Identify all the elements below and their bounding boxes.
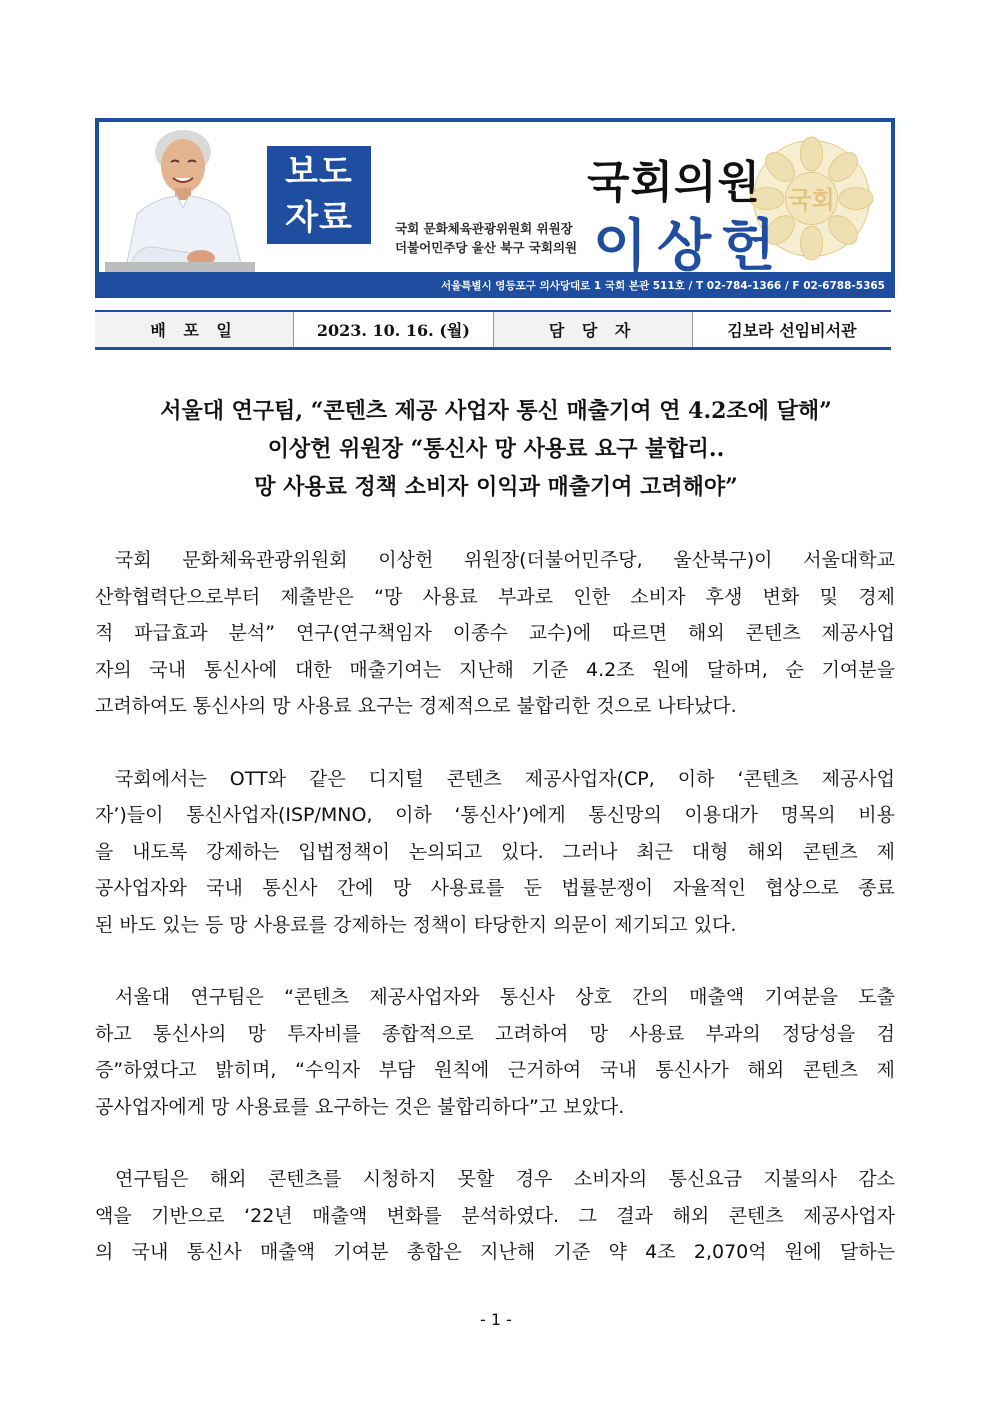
contact-value: 김보라 선임비서관 [727,321,857,340]
paragraph-1 [95,542,895,725]
politician-photo [105,122,255,272]
affiliation-line1: 국회 문화체육관광위원회 위원장 [395,221,573,236]
member-name: 이상헌 [593,214,786,272]
affiliation [395,219,577,257]
date-label: 배 포 일 [95,312,294,347]
body-line: 산학협력단으로부터 제출받은 “망 사용료 부과로 인한 소비자 후생 변화 및 경제 [95,585,895,608]
body-line: 하고 통신사의 망 투자비를 종합적으로 고려하여 망 사용료 부과의 정당성을 검 [95,1022,895,1045]
body-line: 증”하였다고 밝히며, “수익자 부담 원칙에 근거하여 국내 통신사가 해외 콘텐츠 제 [95,1059,895,1081]
press-banner [95,118,895,298]
headline-line3: 망 사용료 정책 소비자 이익과 매출기여 고려해야” [254,474,738,500]
page-number: - 1 - [480,1310,512,1329]
body-line: 된 바도 있는 등 망 사용료를 강제하는 정책이 타당한지 의문이 제기되고 있다. [95,913,737,936]
affiliation-line2: 더불어민주당 울산 북구 국회의원 [395,240,578,255]
body-line: 서울대 연구팀은 “콘텐츠 제공사업자와 통신사 상호 간의 매출액 기여분을 도출 [115,986,895,1008]
body-line: 국회에서는 OTT와 같은 디지털 콘텐츠 제공사업자(CP, 이하 ‘콘텐츠 제공사업 [115,767,895,790]
release-info-table [95,310,891,350]
contact-label: 담 당 자 [494,312,693,347]
body-line: 공사업자와 국내 통신사 간에 망 사용료를 둔 법률분쟁이 자율적인 협상으로 종료 [95,877,895,899]
paragraph-3 [95,979,895,1125]
badge-line1: 보도 [285,152,353,192]
body-line: 국회 문화체육관광위원회 이상헌 위원장(더불어민주당, 울산북구)이 서울대학교 [115,549,895,571]
headline-line1: 서울대 연구팀, “콘텐츠 제공 사업자 통신 매출기여 연 4.2조에 달해” [160,398,832,424]
body-line: 고려하여도 통신사의 망 사용료 요구는 경제적으로 불합리한 것으로 나타났다. [95,695,737,717]
date-value: 2023. 10. 16. (월) [294,312,493,347]
title-small: 국회의원 [587,157,762,208]
banner-inner [99,122,891,272]
paragraph-4 [95,1161,895,1271]
badge-line2: 자료 [285,198,353,238]
press-release-badge [267,146,371,244]
body-line: 공사업자에게 망 사용료를 요구하는 것은 불합리하다”고 보았다. [95,1095,625,1118]
article-body [95,542,895,1307]
body-line: 의 국내 통신사 매출액 기여분 총합은 지난해 기준 약 4조 2,070억 원에 달하는 [95,1241,895,1263]
seal-text: 국회 [788,186,835,214]
headline-line2: 이상헌 위원장 “통신사 망 사용료 요구 불합리.. [267,436,725,462]
body-line: 자’)들이 통신사업자(ISP/MNO, 이하 ‘통신사’)에게 통신망의 이용대가 명목의 비용 [95,804,895,826]
headline [60,392,932,506]
body-line: 액을 기반으로 ‘22년 매출액 변화를 분석하였다. 그 결과 해외 콘텐츠 제공사업자 [95,1204,895,1227]
body-line: 자의 국내 통신사에 대한 매출기여는 지난해 기준 4.2조 원에 달하며, 순 기여분을 [95,658,895,681]
body-line: 을 내도록 강제하는 입법정책이 논의되고 있다. 그러나 최근 대형 해외 콘텐츠 제 [95,840,895,863]
body-line: 연구팀은 해외 콘텐츠를 시청하지 못할 경우 소비자의 통신요금 지불의사 감소 [115,1168,895,1190]
office-address: 서울특별시 영등포구 의사당대로 1 국회 본관 511호 / T 02-784-1366 / F 02-6788-5365 [440,280,885,292]
paragraph-2 [95,761,895,944]
body-line: 적 파급효과 분석” 연구(연구책임자 이종수 교수)에 따르면 해외 콘텐츠 제공사업 [95,622,895,644]
